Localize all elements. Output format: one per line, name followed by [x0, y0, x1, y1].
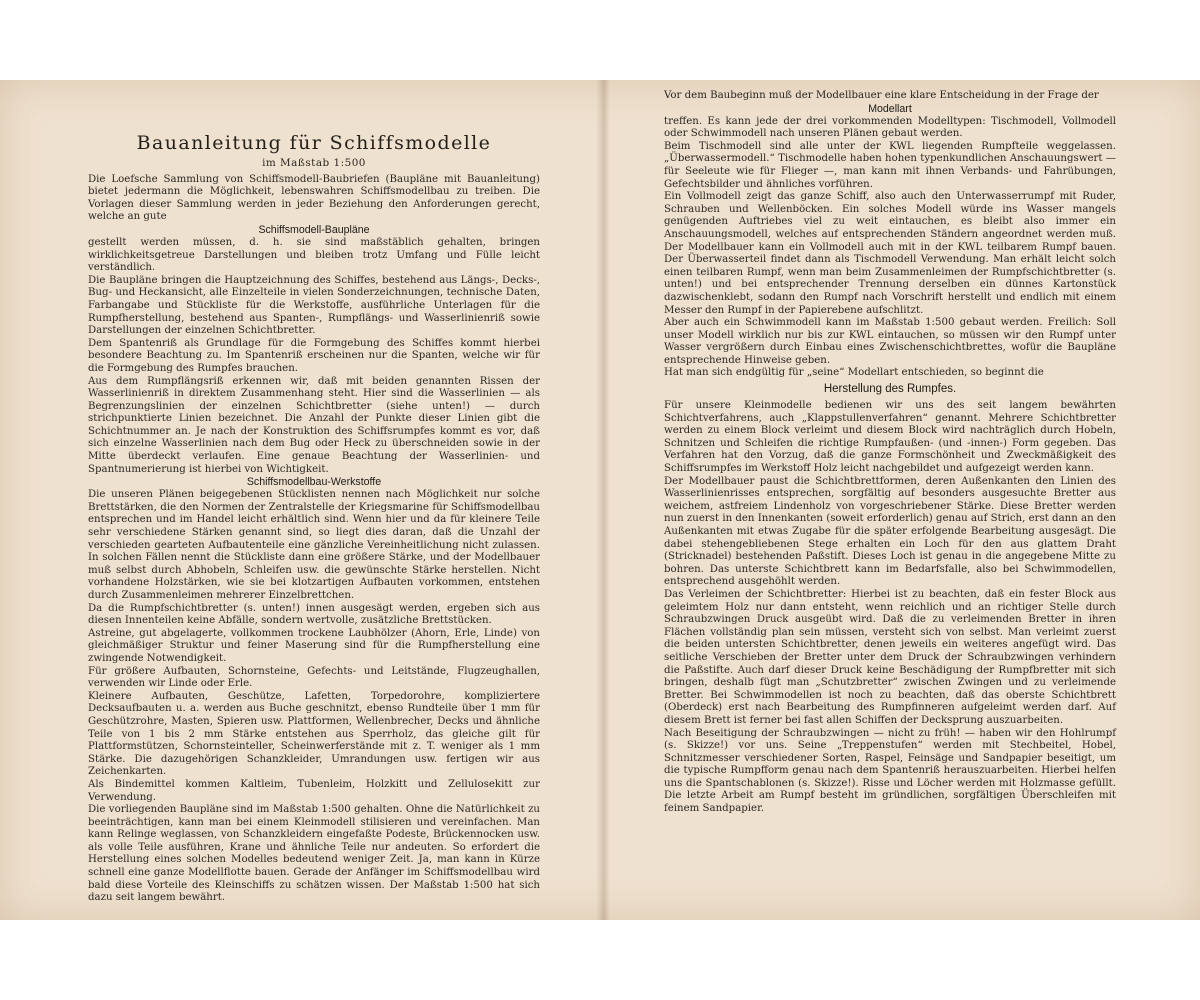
- paragraph: Für größere Aufbauten, Schornsteine, Gefechts- und Leitstände, Flugzeughallen, verwenden wir Linde oder Erle.: [88, 665, 540, 690]
- section-heading: Schiffsmodellbau-Werkstoffe: [246, 476, 382, 489]
- paragraph: Die unseren Plänen beigegebenen Stücklisten nennen nach Möglichkeit nur solche Brettstärken, die den Normen der Zentralstelle der Kriegsmarine für Schiffsmodellbau entsprechen und im Handel leicht erhältlich sind. Wenn hier und da für kleinere Teile sehr verschiedene Stärken genannt sind, so liegt dies daran, daß die Unzahl der verschieden gearteten Aufbautenteile eine gänzliche Vereinheitlichung nicht zulassen. In solchen Fällen nennt die Stückliste dann eine größere Stärke, und der Modellbauer muß selbst durch Abhobeln, Schleifen usw. die gewünschte Stärke herstellen. Nicht vorhandene Holzstärken, wie sie bei klotzartigen Aufbauten vorkommen, entstehen durch Zusammenleimen mehrerer Einzelbrettchen.: [88, 489, 540, 601]
- left-page: [88, 90, 540, 905]
- paragraph: Dem Spantenriß als Grundlage für die Formgebung des Schiffes kommt hierbei besondere Beachtung zu. Im Spantenriß erscheinen nur die Spanten, welche wir für die Formgebung des Rumpfes brauchen.: [88, 337, 540, 374]
- page-title: Bauanleitung für Schiffsmodelle: [136, 132, 492, 154]
- paragraph: Beim Tischmodell sind alle unter der KWL liegenden Rumpfteile weggelassen. „Überwassermodell.“ Tischmodelle haben hohen typenkundlichen Anschauungswert — für Seeleute wie für Flieger —, man kann mit ihnen Verbands- und Fahrübungen, Gefechtsbilder und ähnliches vorführen.: [664, 140, 1116, 190]
- paragraph: Vor dem Baubeginn muß der Modellbauer eine klare Entscheidung in der Frage der: [664, 90, 1099, 101]
- paragraph: Aber auch ein Schwimmodell kann im Maßstab 1:500 gebaut werden. Freilich: Soll unser Modell wirklich nur bis zur KWL eintauchen, so müssen wir den Rumpf unter Wasser vergrößern durch Einbau eines Zwischenschichtbrettes, wofür die Baupläne entsprechende Hinweise geben.: [664, 317, 1116, 366]
- paragraph: treffen. Es kann jede der drei vorkommenden Modelltypen: Tischmodell, Vollmodell oder Schwimmodell nach unseren Plänen gebaut werden.: [664, 115, 1116, 140]
- section-heading: Modellart: [868, 102, 912, 115]
- paragraph: Die vorliegenden Baupläne sind im Maßstab 1:500 gehalten. Ohne die Natürlichkeit zu beeinträchtigen, kann man bei einem Kleinmodell stilisieren und vereinfachen. Man kann Relinge weglassen, von Schanzkleidern eingefaßte Podeste, Brückennocken usw. als volle Teile ausführen, Krane und ähnliche Teile nur andeuten. So erfordert die Herstellung eines solchen Modelles bedeutend weniger Zeit. Ja, man kann in Kürze schnell eine ganze Modellflotte bauen. Gerade der Anfänger im Schiffsmodellbau wird bald diese Vorteile des Kleinschiffs zu schätzen wissen. Der Maßstab 1:500 hat sich dazu seit langem bewährt.: [88, 804, 540, 904]
- section-heading: Herstellung des Rumpfes.: [823, 383, 957, 396]
- section-heading: Schiffsmodell-Baupläne: [258, 223, 370, 236]
- paragraph: Als Bindemittel kommen Kaltleim, Tubenleim, Holzkitt und Zellulosekitt zur Verwendung.: [88, 778, 540, 803]
- paragraph: Nach Beseitigung der Schraubzwingen — nicht zu früh! — haben wir den Hohlrumpf (s. Skizze!) vor uns. Seine „Treppenstufen“ werden mit Stechbeitel, Hobel, Schnitzmesser verschiedener Sorten, Raspel, Feinsäge und Sandpapier beseitigt, um die typische Rumpfform genau nach dem Spantenriß herauszuarbeiten. Hierbei helfen uns die Spantschablonen (s. Skizze!). Risse und Löcher werden mit Holzmasse gefüllt. Die letzte Arbeit am Rumpf besteht im gründlichen, sorgfältigen Überschleifen mit feinem Sandpapier.: [664, 727, 1116, 815]
- paragraph: Für unsere Kleinmodelle bedienen wir uns des seit langem bewährten Schichtverfahrens, auch „Klappstullenverfahren“ genannt. Mehrere Schichtbretter werden zu einem Block verleimt und diesem Block wird nachträglich durch Hobeln, Schnitzen und Schleifen die richtige Rumpfaußen- (und -innen-) Form gegeben. Das Verfahren hat den Vorzug, daß die ganze Formschönheit und Zweckmäßigkeit des Schiffsrumpfes im Werkstoff Holz leicht nachgebildet und aufgezeigt werden kann.: [664, 400, 1116, 475]
- paragraph: Das Verleimen der Schichtbretter: Hierbei ist zu beachten, daß ein fester Block aus geleimtem Holz nur dann entsteht, wenn reichlich und an richtiger Stelle durch Schraubzwingen Druck ausgeübt wird. Daß die zu verleimenden Bretter in ihren Flächen vollständig plan sein müssen, versteht sich von selbst. Man verleimt zuerst die beiden untersten Schichtbretter, denen jeweils ein weiteres angefügt wird. Das seitliche Verschieben der Bretter unter dem Druck der Schraubzwingen verhindern die Paßstifte. Auch darf dieser Druck keine Beschädigung der Rumpfbretter mit sich bringen, deshalb fügt man „Schutzbretter“ zwischen Zwingen und zu verleimende Bretter. Bei Schwimmodellen ist noch zu beachten, daß das oberste Schichtbrett (Oberdeck) erst nach Bearbeitung des Rumpfinneren aufgeleimt werden darf. Auf diesem Brett ist ferner bei fast allen Schiffen der Decksprung auszuarbeiten.: [664, 588, 1116, 726]
- paragraph: Da die Rumpfschichtbretter (s. unten!) innen ausgesägt werden, ergeben sich aus diesen Innenteilen keine Abfälle, sondern wertvolle, zusätzliche Brettstücken.: [88, 602, 540, 627]
- paragraph: Ein Vollmodell zeigt das ganze Schiff, also auch den Unterwasserrumpf mit Ruder, Schrauben und Wellenböcken. Ein solches Modell würde ins Wasser mangels genügenden Auftriebes viel zu weit eintauchen, es bleibt also immer ein Anschauungsmodell, welches auf entsprechenden Ständern angeordnet werden muß. Der Modellbauer kann ein Vollmodell auch mit in der KWL teilbarem Rumpf bauen. Der Überwasserteil findet dann als Tischmodell Verwendung. Man erhält leicht solch einen teilbaren Rumpf, wenn man beim Zusammenleimen der Rumpfschichtbretter (s. unten!) und bei entsprechender Trennung derselben ein dünnes Kartonstück dazwischenklebt, sodann den Rumpf nach Vorschrift herstellt und endlich mit einem Messer den Rumpf in der Papierebene aufschlitzt.: [664, 191, 1116, 316]
- paragraph: gestellt werden müssen, d. h. sie sind maßstäblich gehalten, bringen wirklichkeitsgetreue Darstellungen und bleiben trotz Umfang und Fülle leicht verständlich.: [88, 236, 540, 274]
- paragraph: Aus dem Rumpflängsriß erkennen wir, daß mit beiden genannten Rissen der Wasserlinienriß in direktem Zusammenhang steht. Hier sind die Wasserlinien — als Begrenzungslinien der einzelnen Schichtbretter (siehe unten!) — durch strichpunktierte Linien bezeichnet. Die Anzahl der Punkte dieser Linien gibt die Schichtnummer an. Je nach der Konstruktion des Schiffsrumpfes kommt es vor, daß sich einzelne Wasserlinien nach dem Bug oder Heck zu überschneiden sowie in der Mitte überdeckt verlaufen. Eine genaue Beachtung der Wasserlinien- und Spantnumerierung ist hierbei von Wichtigkeit.: [88, 375, 540, 475]
- paragraph: Die Loefsche Sammlung von Schiffsmodell-Baubriefen (Baupläne mit Bauanleitung) bietet jedermann die Möglichkeit, lebenswahren Schiffsmodellbau zu treiben. Die Vorlagen dieser Sammlung werden in jeder Beziehung den Anforderungen gerecht, welche an gute: [88, 173, 540, 223]
- paragraph: Astreine, gut abgelagerte, vollkommen trockene Laubhölzer (Ahorn, Erle, Linde) von gleichmäßiger Struktur und feiner Maserung sind für die Rumpfherstellung eine zwingende Notwendigkeit.: [88, 627, 540, 664]
- paragraph: Kleinere Aufbauten, Geschütze, Lafetten, Torpedorohre, kompliziertere Decksaufbauten u. a. werden aus Buche geschnitzt, ebenso Rundteile über 1 mm für Geschützrohre, Masten, Spieren usw. Plattformen, Wellenbrecher, Decks und ähnliche Teile von 1 bis 2 mm Stärke entstehen aus Sperrholz, das gleiche gilt für Plattformstützen, Schornsteinteller, Scheinwerferstände mit z. T. weniger als 1 mm Stärke. Die dazugehörigen Schanzkleider, Umrandungen usw. fertigen wir aus Zeichenkarten.: [88, 690, 540, 778]
- paragraph: Hat man sich endgültig für „seine“ Modellart entschieden, so beginnt die: [664, 367, 1044, 379]
- right-page: [664, 90, 1116, 816]
- paragraph: Der Modellbauer paust die Schichtbrettformen, deren Außenkanten den Linien des Wasserlinienrisses entsprechen, sorgfältig auf besonders ausgesuchte Bretter aus weichem, astfreiem Lindenholz von vorgeschriebener Stärke. Diese Bretter werden nun zuerst in den Innenkanten (soweit erforderlich) genau auf Strich, erst dann an den Außenkanten mit etwas Zugabe für die später erfolgende Bearbeitung ausgesägt. Die dabei stehengebliebenen Stege erhalten ein Loch für den aus glattem Draht (Stricknadel) bestehenden Paßstift. Dieses Loch ist genau in die angegebene Mitte zu bohren. Das unterste Schichtbrett kann im Bedarfsfalle, also bei Schwimmodellen, entsprechend ausgehöhlt werden.: [664, 475, 1116, 588]
- page-fold: [596, 80, 610, 920]
- page-subtitle: im Maßstab 1:500: [262, 157, 366, 169]
- paragraph: Die Baupläne bringen die Hauptzeichnung des Schiffes, bestehend aus Längs-, Decks-, Bug- und Heckansicht, alle Einzelteile in vielen Sonderzeichnungen, technische Daten, Farbangabe und Stückliste für die Werkstoffe, ausführliche Unterlagen für die Rumpfherstellung, bestehend aus Spanten-, Rumpflängs- und Wasserlinienriß sowie Darstellungen der einzelnen Schichtbretter.: [88, 274, 540, 337]
